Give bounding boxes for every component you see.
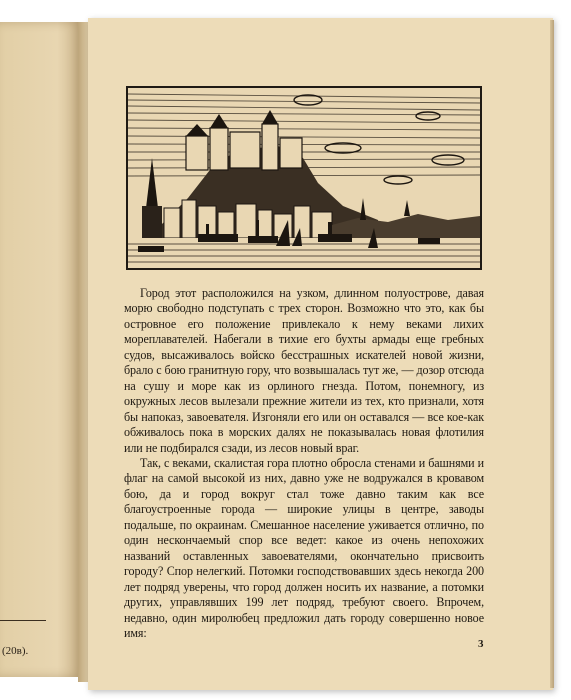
castle-walls: [186, 124, 302, 170]
woodcut-illustration: [126, 86, 482, 270]
church-spire: [146, 158, 158, 208]
town-houses: [164, 200, 332, 238]
page-edge: [550, 20, 554, 688]
paragraph-2: Так, с веками, скалистая гора плотно обросла стенами и башнями и флаг на самой высокой из них, давно уже не водружался в кровавом бою, да и город вокруг стал тоже давно таким как все благоустроенные города — широкие улицы в центре, заводы подальше, по окраинам. Смешанное население уживается отлично, по один нескончаемый спор все ведет: какое из очень непохожих названий оставленных завоевателями, окончательно присвоить городу? Спор нелегкий. Потомки господствовавших здесь некогда 200 лет подряд уверены, что город должен носить их название, а потомки других, управлявших 199 лет подряд, требуют своего. Впрочем, недавно, один миролюбец предложил дать городу совершенно новое имя:: [124, 455, 484, 640]
page-number: 3: [478, 638, 484, 650]
body-text: [124, 286, 484, 641]
left-page: [0, 22, 82, 677]
footnote-rule: [0, 620, 46, 621]
paragraph-1: Город этот расположился на узком, длинном полуострове, давая морю свободно подступать с трех сторон. Возможно что это, как бы островное его положение привлекало к нему веками лихих мореплавателей. Набегали в тихие его бухты армады еще гребных судов, высаживалось войско бесстрашных искателей новой жизни, брало с бою гранитную гору, что возвышалась тут же, — дозор отсюда на сушу и море как из орлиного гнезда. Потом, понемногу, из окружных лесов вылезали прежние жители из тех, кто признали, хотя бы напоказ, завоевателя. Изгоняли его или он оставался — все кое-как обживалось пока в морских далях не показывалась новая флотилия или не подбирался сзади, из лесов новый враг.: [124, 286, 484, 455]
footnote-text: (20в).: [2, 645, 29, 657]
